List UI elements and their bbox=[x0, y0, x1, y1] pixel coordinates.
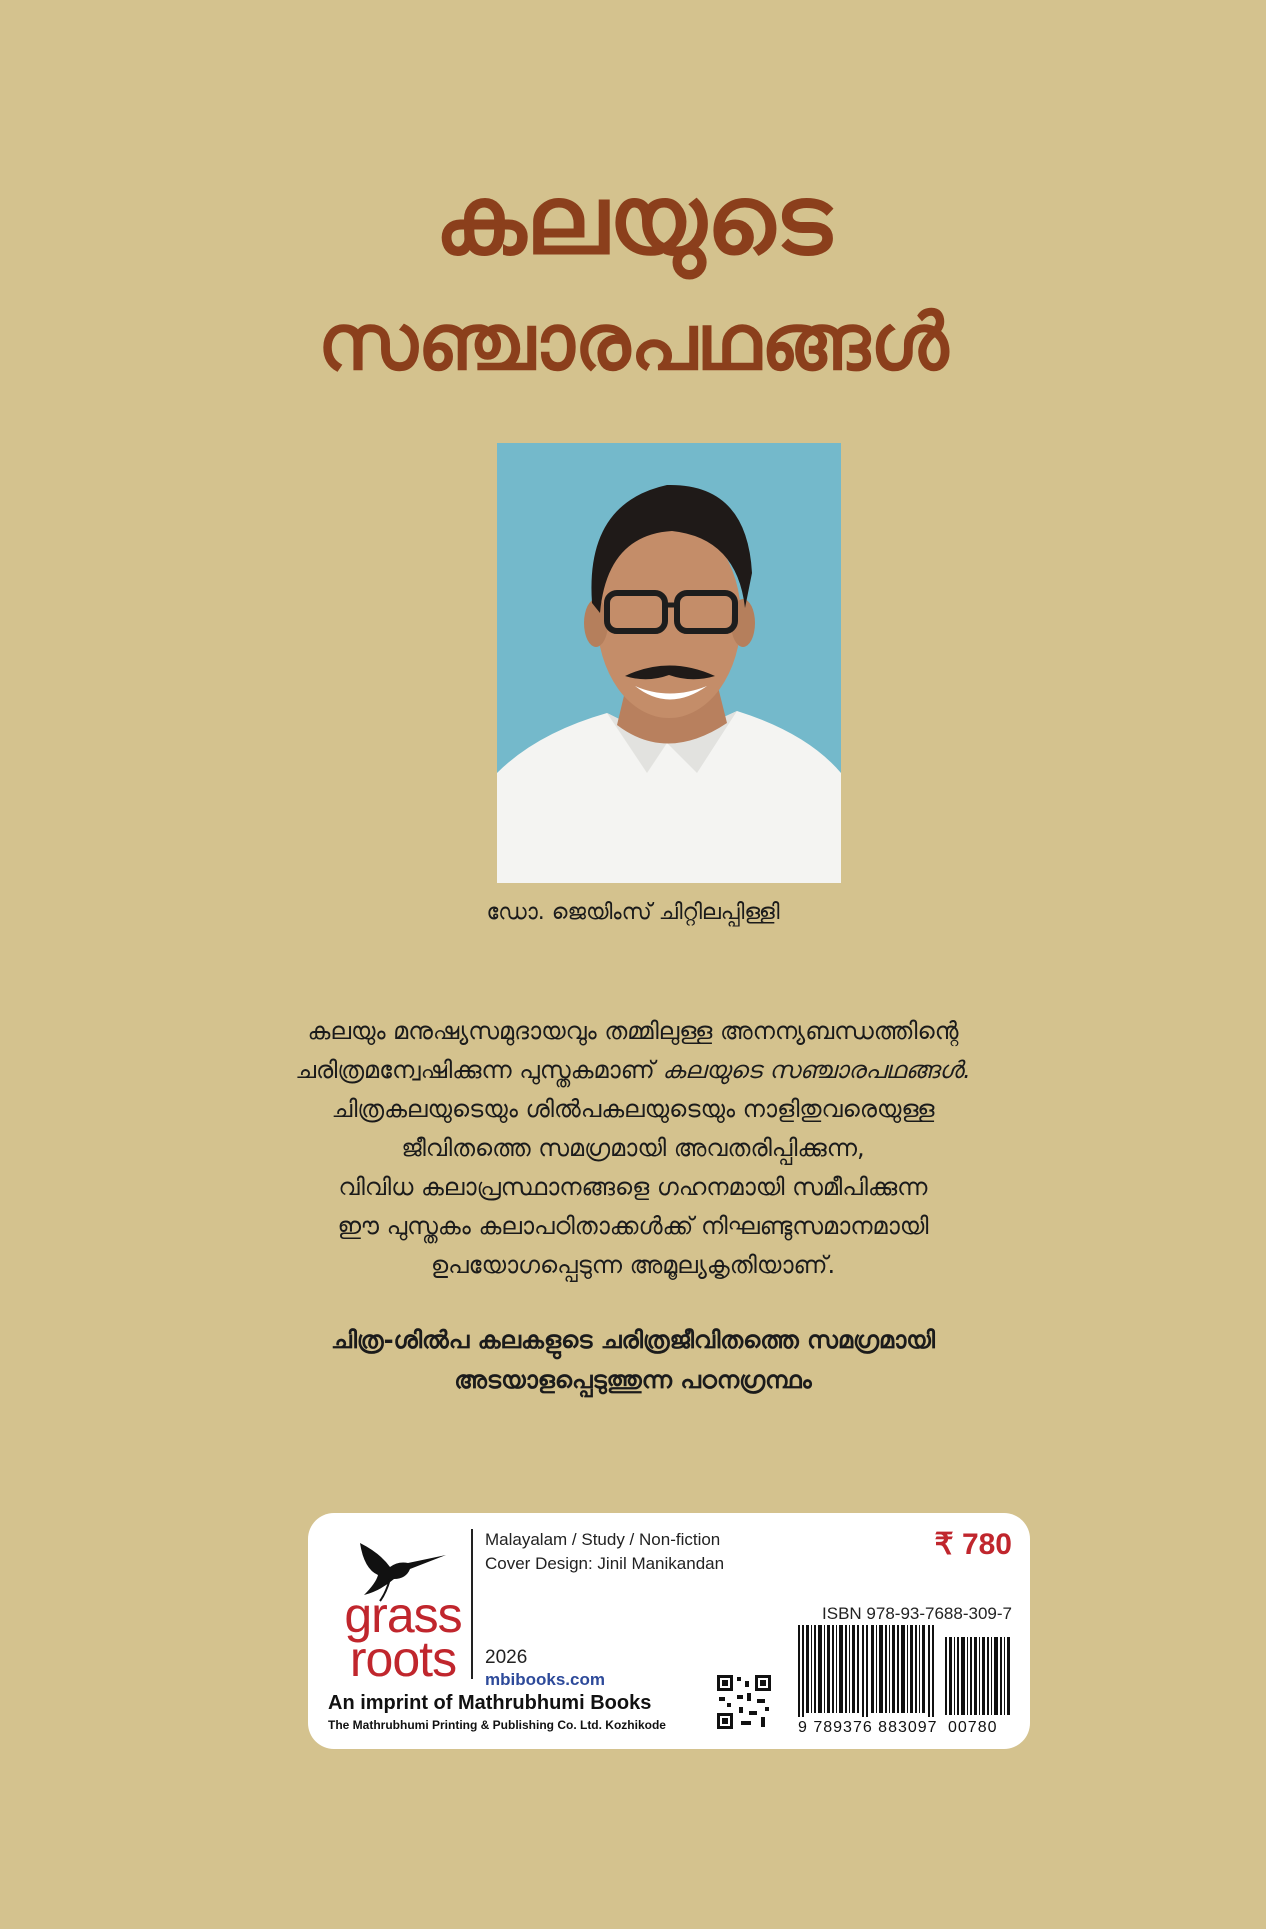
description-line bbox=[150, 1051, 1116, 1090]
book-description bbox=[150, 1012, 1116, 1285]
publication-year: 2026 bbox=[485, 1647, 528, 1668]
description-line: ഉപയോഗപ്പെടുന്ന അമൂല്യകൃതിയാണ്. bbox=[430, 1251, 836, 1279]
description-line: ജീവിതത്തെ സമഗ്രമായി അവതരിപ്പിക്കുന്ന, bbox=[401, 1134, 865, 1162]
price-addon-barcode-icon bbox=[945, 1637, 1011, 1715]
author-name: ഡോ. ജെയിംസ് ചിറ്റിലപ്പിള്ളി bbox=[486, 900, 780, 925]
barcode-addon-number: 00780 bbox=[948, 1719, 998, 1736]
logo-word: roots bbox=[349, 1631, 457, 1687]
book-title-line-1: കലയുടെ bbox=[434, 164, 832, 276]
logo-word: grass bbox=[344, 1587, 462, 1643]
qr-code-icon bbox=[715, 1673, 773, 1731]
publisher-label: The Mathrubhumi Printing & Publishing Co. Ltd. Kozhikode bbox=[328, 1718, 666, 1732]
description-book-title: കലയുടെ സഞ്ചാരപഥങ്ങൾ. bbox=[662, 1056, 971, 1084]
description-line: വിവിധ കലാപ്രസ്ഥാനങ്ങളെ ഗഹനമായി സമീപിക്കുന്ന bbox=[338, 1173, 928, 1201]
tagline-line: ചിത്ര-ശിൽപ കലകളുടെ ചരിത്രജീവിതത്തെ സമഗ്രമായി bbox=[330, 1326, 936, 1354]
tagline bbox=[150, 1320, 1116, 1400]
publisher-info-card bbox=[308, 1513, 1030, 1749]
description-line: ഈ പുസ്തകം കലാപഠിതാക്കൾക്ക് നിഘണ്ടുസമാനമായി bbox=[337, 1212, 929, 1240]
isbn-barcode-icon bbox=[798, 1625, 938, 1717]
barcode-number: 9 789376 883097 bbox=[798, 1719, 938, 1736]
book-title-line-2: സഞ്ചാരപഥങ്ങൾ bbox=[317, 298, 949, 388]
description-text: ചരിത്രമന്വേഷിക്കുന്ന പുസ്തകമാണ് bbox=[295, 1056, 663, 1084]
price-label: ₹ 780 bbox=[934, 1528, 1012, 1561]
divider bbox=[471, 1529, 473, 1679]
grassroots-logo bbox=[328, 1587, 478, 1687]
author-photo bbox=[497, 443, 841, 883]
description-line: കലയും മനുഷ്യസമുദായവും തമ്മിലുള്ള അനന്യബന്ധത്തിന്റെ bbox=[307, 1017, 959, 1045]
imprint-label: An imprint of Mathrubhumi Books bbox=[328, 1692, 652, 1714]
cover-design-credit: Cover Design: Jinil Manikandan bbox=[485, 1554, 725, 1573]
genre-label: Malayalam / Study / Non-fiction bbox=[485, 1530, 721, 1549]
description-line: ചിത്രകലയുടെയും ശിൽപകലയുടെയും നാളിതുവരെയുള്ള bbox=[331, 1095, 935, 1123]
tagline-line: അടയാളപ്പെടുത്തുന്ന പഠനഗ്രന്ഥം bbox=[454, 1366, 812, 1394]
website-link[interactable]: mbibooks.com bbox=[485, 1670, 605, 1689]
isbn-label: ISBN 978-93-7688-309-7 bbox=[822, 1604, 1012, 1623]
